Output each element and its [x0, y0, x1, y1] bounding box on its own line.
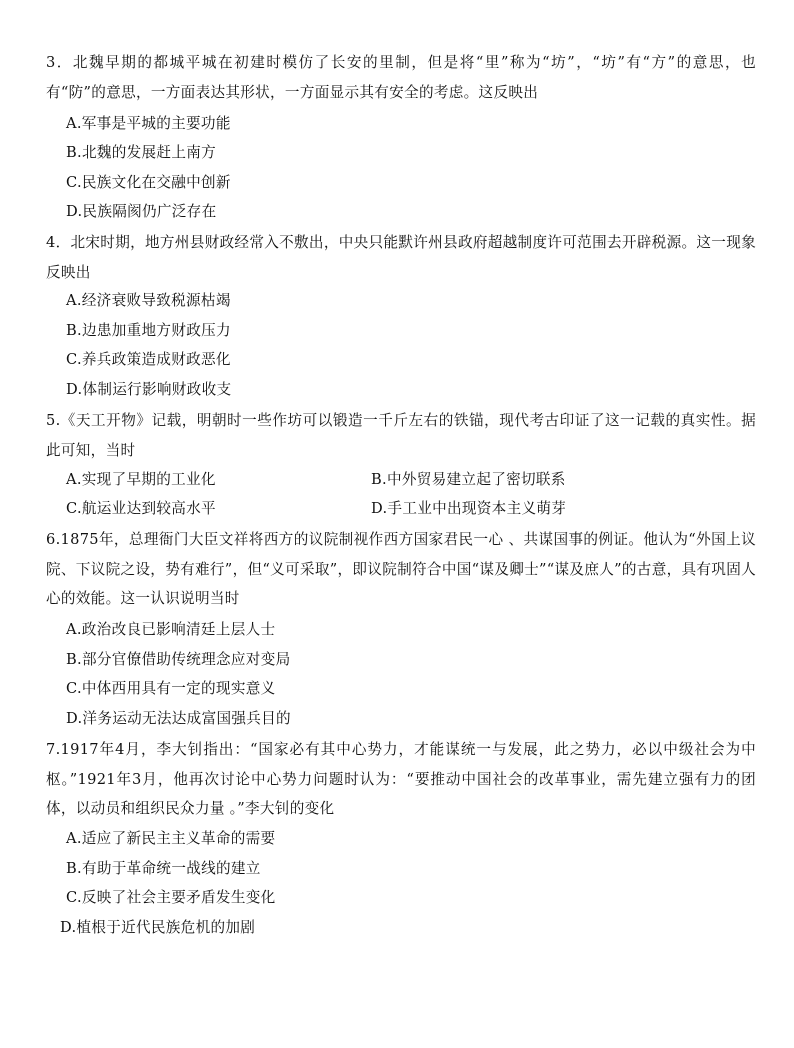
question-7-option-a: A.适应了新民主主义革命的需要	[66, 830, 276, 847]
question-6-stem: 6.1875年，总理衙门大臣文祥将西方的议院制视作西方国家君民一心 、共谋国事的例证。他认为“外国上议院、下议院之设，势有难行”，但“义可采取”，即议院制符合中国“谋及卿士”“谋及庶人”的古意，具有巩固人心的效能。这一认识说明当时	[46, 531, 756, 607]
question-3-option-b: B.北魏的发展赶上南方	[66, 144, 217, 161]
question-7-stem: 7.1917年4月，李大钊指出：“国家必有其中心势力，才能谋统一与发展，此之势力，必以中级社会为中枢。”1921年3月，他再次讨论中心势力问题时认为：“要推动中国社会的改革事业，需先建立强有力的团体，以动员和组织民众力量 。”李大钊的变化	[46, 741, 756, 817]
question-3-option-a: A.军事是平城的主要功能	[66, 115, 231, 132]
question-4-option-d: D.体制运行影响财政收支	[66, 381, 232, 398]
question-6-option-d: D.洋务运动无法达成富国强兵目的	[66, 710, 291, 727]
question-7-option-c: C.反映了社会主要矛盾发生变化	[66, 889, 276, 906]
question-3-option-c: C.民族文化在交融中创新	[66, 174, 231, 191]
question-7-option-d: D.植根于近代民族危机的加剧	[60, 919, 256, 936]
question-5-option-d: D.手工业中出现资本主义萌芽	[371, 500, 567, 517]
question-4-option-c: C.养兵政策造成财政恶化	[66, 351, 231, 368]
question-7-option-b: B.有助于革命统一战线的建立	[66, 860, 261, 877]
question-5-stem: 5.《天工开物》记载，明朝时一些作坊可以锻造一千斤左右的铁锚，现代考古印证了这一记载的真实性。据此可知，当时	[46, 412, 756, 459]
question-5-option-a: A.实现了早期的工业化	[66, 471, 216, 488]
question-6-option-b: B.部分官僚借助传统理念应对变局	[66, 651, 291, 668]
question-3-stem: 3．北魏早期的都城平城在初建时模仿了长安的里制，但是将“里”称为“坊”，“坊”有“方”的意思，也有“防”的意思，一方面表达其形状，一方面显示其有安全的考虑。这反映出	[46, 54, 756, 101]
question-4-stem: 4．北宋时期，地方州县财政经常入不敷出，中央只能默许州县政府超越制度许可范围去开辟税源。这一现象反映出	[46, 234, 756, 281]
question-5-option-c: C.航运业达到较高水平	[66, 500, 216, 517]
question-5-option-b: B.中外贸易建立起了密切联系	[371, 471, 566, 488]
question-6-option-c: C.中体西用具有一定的现实意义	[66, 680, 276, 697]
question-4-option-a: A.经济衰败导致税源枯竭	[66, 292, 231, 309]
question-3-option-d: D.民族隔阂仍广泛存在	[66, 203, 217, 220]
question-4-option-b: B.边患加重地方财政压力	[66, 322, 231, 339]
question-6-option-a: A.政治改良已影响清廷上层人士	[66, 621, 276, 638]
